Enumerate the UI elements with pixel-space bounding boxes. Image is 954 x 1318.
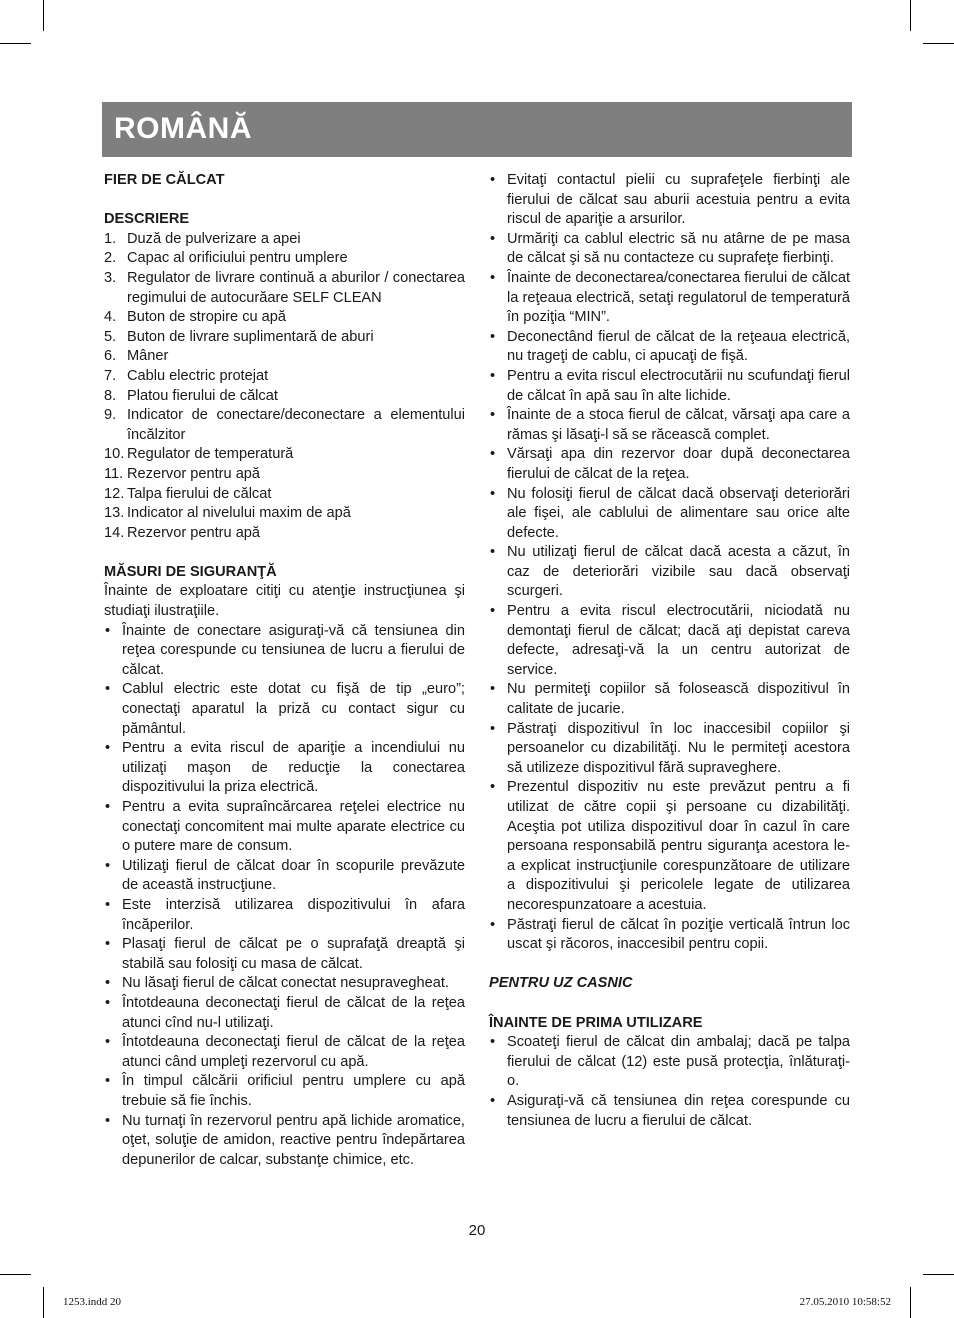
item-text: Regulator de temperatură [127,446,294,463]
crop-mark-top-left-h [0,43,31,44]
crop-mark-bottom-right-v [910,1287,911,1318]
safety-item: • Deconectând fierul de călcat de la reţeaua electrică, nu trageţi de cablu, ci apucaţi de fişă. [489,328,850,367]
parts-list-item [104,485,465,505]
first-use-list [489,1033,850,1131]
household-title: PENTRU UZ CASNIC [489,975,633,992]
item-number: 1. [104,230,117,247]
description-title: DESCRIERE [104,211,190,228]
language-banner [102,102,852,157]
safety-item: • Nu lăsaţi fierul de călcat conectat nesupravegheat. [104,974,465,994]
safety-item: • Întotdeauna deconectaţi fierul de călcat de la reţea atunci când umpleţi rezervorul cu apă. [104,1033,465,1072]
item-number: 11. [104,465,124,482]
first-use-item: • Asiguraţi-vă că tensiunea din reţea corespunde cu tensiunea de lucru a fierului de călcat. [489,1092,850,1131]
file-slug: 1253.indd 20 [63,1296,122,1308]
crop-mark-bottom-left-h [0,1274,31,1275]
safety-item: • Cablul electric este dotat cu fişă de tip „euro”; conectaţi aparatul la priză cu contact sigur cu pământul. [104,680,465,739]
safety-item: • Plasaţi fierul de călcat pe o suprafaţă dreaptă şi stabilă sau folosiţi cu masa de călcat. [104,935,465,974]
crop-mark-bottom-right-h [923,1274,954,1275]
safety-item: • Înainte de conectare asiguraţi-vă că tensiunea din reţea corespunde cu tensiunea de lucru a fierului de călcat. [104,622,465,681]
crop-mark-bottom-left-v [43,1287,44,1318]
item-text: Indicator al nivelului maxim de apă [127,505,351,522]
safety-item: • Prezentul dispozitiv nu este prevăzut pentru a fi utilizat de către copii şi persoane cu dizabilităţi. Aceştia pot utiliza dispozitivul doar în cazul în care persoana responsabilă pentru siguranţa acestora le-a explicat instrucţiunile corespunzătoare de utilizare a dispozitivului şi pericolele legate de utilizarea necorespunzatoare a acestuia. [489,778,850,915]
parts-list-item [104,387,465,407]
item-number: 7. [104,367,117,384]
parts-list-item [104,249,465,269]
safety-item: • Păstraţi fierul de călcat în poziţie verticală întrun loc uscat şi răcoros, inaccesibil pentru copii. [489,916,850,955]
crop-mark-top-left-v [43,0,44,31]
item-text: Duză de pulverizare a apei [127,230,301,247]
item-number: 8. [104,387,117,404]
item-number: 10. [104,446,125,463]
item-text: Cablu electric protejat [127,367,269,384]
language-title: ROMÂNĂ [114,112,252,145]
safety-list-left [104,622,465,1171]
product-title: FIER DE CĂLCAT [104,172,225,188]
item-text: Indicator de conectare/deconectare a elementului încălzitor [127,407,465,443]
item-number: 5. [104,328,117,345]
safety-item: • Este interzisă utilizarea dispozitivului în afara încăperilor. [104,896,465,935]
date-slug: 27.05.2010 10:58:52 [799,1296,891,1308]
item-text: Regulator de livrare continuă a aburilor / conectarea regimului de autocurăare SELF CLEAN [127,269,465,306]
item-number: 3. [104,269,117,286]
item-number: 6. [104,348,117,365]
parts-list-item [104,230,465,250]
safety-item: • Nu turnaţi în rezervorul pentru apă lichide aromatice, oţet, soluţie de amidon, reactive pentru îndepărtarea depunerilor de calcar, substanţe chimice, etc. [104,1112,465,1171]
page-number: 20 [468,1222,486,1239]
safety-item: • Pentru a evita riscul electrocutării, niciodată nu demontaţi fierul de călcat; dacă aţi depistat careva defecte, adresaţi-vă la un centru autorizat de service. [489,602,850,680]
item-text: Mâner [127,348,169,365]
safety-item: • Utilizaţi fierul de călcat doar în scopurile prevăzute de această instrucţiune. [104,857,465,896]
first-use-title: ÎNAINTE DE PRIMA UTILIZARE [489,1014,703,1031]
safety-item: • Înainte de a stoca fierul de călcat, vărsaţi apa care a rămas şi lăsaţi-l să se răcească complet. [489,406,850,445]
safety-item: • Pentru a evita riscul electrocutării nu scufundaţi fierul de călcat în apă sau în alte lichide. [489,367,850,406]
parts-list-item [104,465,465,485]
safety-item: • Păstraţi dispozitivul în loc inaccesibil copiilor şi persoanelor cu dizabilităţi. Nu le permiteţi acestora să utilizeze dispozitivul fără supraveghere. [489,720,850,779]
item-number: 4. [104,309,117,326]
parts-list-item [104,524,465,544]
safety-item: • În timpul călcării orificiul pentru umplere cu apă trebuie să fie închis. [104,1072,465,1111]
right-column [489,171,850,1131]
crop-mark-top-right-v [910,0,911,31]
item-text: Platou fierului de călcat [127,387,278,404]
parts-list-item [104,504,465,524]
safety-item: • Nu folosiţi fierul de călcat dacă observaţi deteriorări ale fişei, ale cablului de alimentare sau orice alte defecte. [489,485,850,544]
safety-item: • Pentru a evita riscul de apariţie a incendiului nu utilizaţi maşon de reducţie la conectarea dispozitivului la priza electrică. [104,739,465,798]
left-column [104,171,465,1170]
safety-item: • Pentru a evita supraîncărcarea reţelei electrice nu conectaţi concomitent mai multe aparate electrice cu o putere mare de consum. [104,798,465,857]
safety-title: MĂSURI DE SIGURANŢĂ [104,563,277,580]
safety-item: • Nu utilizaţi fierul de călcat dacă acesta a căzut, în caz de deteriorări vizibile sau dacă observaţi scurgeri. [489,543,850,602]
parts-list-item [104,269,465,308]
item-number: 9. [104,407,117,424]
parts-list-item [104,308,465,328]
crop-mark-top-right-h [923,43,954,44]
item-text: Buton de stropire cu apă [127,309,287,326]
safety-item: • Întotdeauna deconectaţi fierul de călcat de la reţea atunci cînd nu-l utilizaţi. [104,994,465,1033]
parts-list-item [104,328,465,348]
item-text: Talpa fierului de călcat [127,485,272,502]
item-number: 12. [104,485,125,502]
first-use-item: • Scoateţi fierul de călcat din ambalaj; dacă pe talpa fierului de călcat (12) este pusă protecţia, înlăturaţi-o. [489,1033,850,1092]
parts-list-item [104,445,465,465]
safety-item: • Urmăriţi ca cablul electric să nu atârne de pe masa de călcat şi să nu contacteze cu suprafeţe fierbinţi. [489,230,850,269]
parts-list-item [104,406,465,445]
safety-item: • Vărsaţi apa din rezervor doar după deconectarea fierului de călcat de la reţea. [489,445,850,484]
item-text: Rezervor pentru apă [127,524,261,541]
item-number: 13. [104,505,125,522]
parts-list [104,230,465,544]
item-text: Buton de livrare suplimentară de aburi [127,328,374,345]
safety-item: • Evitaţi contactul pielii cu suprafeţele fierbinţi ale fierului de călcat sau aburii acestuia pentru a evita riscul de apariţie a arsurilor. [489,171,850,230]
safety-list-right [489,171,850,955]
safety-intro: Înainte de exploatare citiţi cu atenţie instrucţiunea şi studiaţi ilustraţiile. [104,583,465,620]
item-number: 14. [104,524,125,541]
parts-list-item [104,367,465,387]
item-text: Capac al orificiului pentru umplere [127,250,348,267]
item-text: Rezervor pentru apă [127,465,261,482]
safety-item: • Înainte de deconectarea/conectarea fierului de călcat la reţeaua electrică, setaţi regulatorul de temperatură în poziţia “MIN”. [489,269,850,328]
item-number: 2. [104,250,117,267]
parts-list-item [104,347,465,367]
safety-item: • Nu permiteţi copiilor să folosească dispozitivul în calitate de jucarie. [489,680,850,719]
